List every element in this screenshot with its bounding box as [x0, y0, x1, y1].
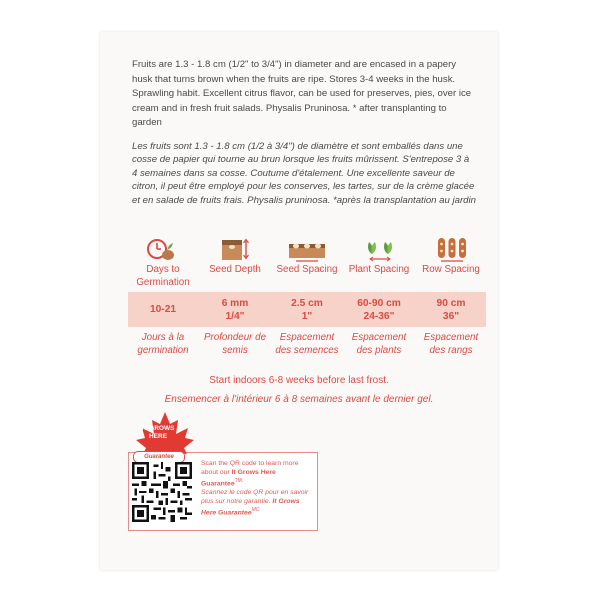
value-seed-depth	[200, 297, 270, 323]
fr-label-row-spacing: Espacement des rangs	[423, 332, 479, 356]
info-icons-row	[128, 235, 486, 263]
value-line: 1/4"	[225, 310, 245, 322]
seed-spacing-icon	[275, 235, 339, 263]
start-indoors-english: Start indoors 6-8 weeks before last frost.	[209, 375, 389, 386]
qr-en-prefix: Scan the QR code to learn more about our	[201, 460, 299, 476]
description-english: Fruits are 1.3 - 1.8 cm (1/2" to 3/4") in diameter and are encased in a papery husk that turns brown when the fruits are ripe. Stores 3-4 weeks in the husk. Sprawling habit. Excellent citrus flavor, can be used for preserves, pies, over ice cream and in fresh fruit salads. Physalis Pruninosa. * after transplanting to garden	[132, 59, 472, 129]
seed-depth-icon	[203, 235, 267, 263]
info-french-labels-row	[128, 332, 486, 357]
value-line: 36"	[442, 310, 460, 322]
label-plant-spacing: Plant Spacing	[348, 264, 410, 275]
row-spacing-icon	[420, 235, 484, 263]
value-plant-spacing	[344, 297, 414, 323]
value-days-to-germination	[128, 303, 198, 316]
value-line: 90 cm	[436, 297, 466, 309]
badge-label: IT GROWS HERE	[141, 425, 175, 440]
value-line: 1"	[301, 310, 313, 322]
qr-fr-prefix: Scannez le code QR pour en savoir plus sur notre garantie.	[201, 489, 309, 505]
fr-label-germination: Jours à la germination	[137, 332, 189, 356]
label-seed-spacing: Seed Spacing	[276, 264, 338, 275]
value-line: 2.5 cm	[291, 297, 323, 309]
guarantee-tag: Guarantee	[133, 451, 185, 463]
value-row-spacing	[416, 297, 486, 323]
qr-text-french	[201, 489, 313, 518]
value-line: 6 mm	[221, 297, 249, 309]
qr-fr-mark: MC.	[251, 507, 261, 514]
qr-en-brand: It Grows Here Guarantee	[201, 468, 276, 488]
info-labels-row	[128, 264, 486, 289]
fr-label-seed-spacing: Espacement des semences	[275, 332, 339, 356]
info-values-band	[128, 292, 486, 327]
qr-code-icon[interactable]	[132, 462, 192, 522]
qr-text-english	[201, 460, 313, 489]
fr-label-plant-spacing: Espacement des plants	[351, 332, 407, 356]
fr-label-seed-depth: Profondeur de semis	[203, 332, 267, 356]
qr-description	[201, 460, 313, 518]
qr-en-mark: TM.	[234, 478, 244, 485]
growing-info-table	[128, 235, 486, 357]
label-days-to-germination: Days to Germination	[136, 264, 190, 288]
value-line: 60-90 cm	[357, 297, 401, 309]
value-line: 10-21	[149, 304, 177, 315]
clock-seed-icon	[130, 235, 194, 263]
label-row-spacing: Row Spacing	[422, 264, 480, 275]
label-seed-depth: Seed Depth	[209, 264, 261, 275]
description-french: Les fruits sont 1.3 - 1.8 cm (1/2 à 3/4") de diamètre et sont emballés dans une cosse de papier qui tourne au brun lorsque les fruits mûrissent. S'entrepose 3 à 4 semaines dans sa cosse. Coutume d'étalement. Une excellente saveur de citron, il peut être employé pour les conserves, les tartes, sur de la crème glacée et en salade de fruits frais. Physalis pruninosa. *après la transplantation au jardin	[132, 141, 476, 206]
value-seed-spacing	[272, 297, 342, 323]
value-line: 24-36"	[363, 310, 395, 322]
start-indoors-french: Ensemencer à l'intérieur 6 à 8 semaines avant le dernier gel.	[164, 394, 434, 405]
qr-fr-brand: It Grows Here Guarantee	[201, 497, 300, 517]
plant-spacing-icon	[348, 235, 412, 263]
